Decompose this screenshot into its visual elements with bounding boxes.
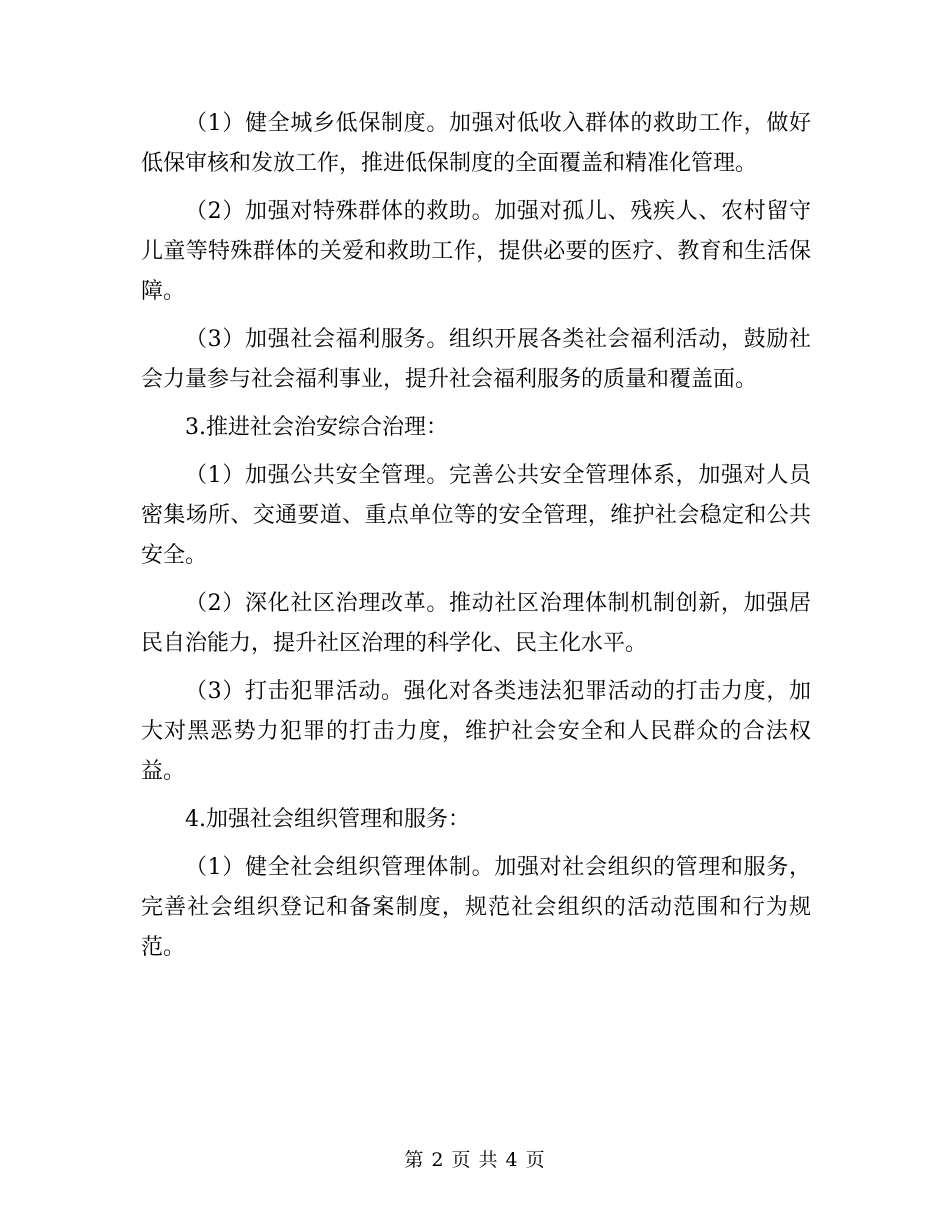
page-number-footer: 第 2 页 共 4 页 bbox=[404, 1149, 546, 1171]
paragraph-community-governance: （2）深化社区治理改革。推动社区治理体制机制创新，加强居民自治能力，提升社区治理的科学化、民主化水平。 bbox=[141, 591, 811, 656]
section-heading-public-security: 3.推进社会治安综合治理： bbox=[185, 415, 448, 440]
paragraph-public-safety-management: （1）加强公共安全管理。完善公共安全管理体系，加强对人员密集场所、交通要道、重点单位等的安全管理，维护社会稳定和公共安全。 bbox=[141, 463, 811, 568]
paragraph-special-groups-aid: （2）加强对特殊群体的救助。加强对孤儿、残疾人、农村留守儿童等特殊群体的关爱和救助工作，提供必要的医疗、教育和生活保障。 bbox=[141, 199, 811, 304]
paragraph-low-income-security: （1）健全城乡低保制度。加强对低收入群体的救助工作，做好低保审核和发放工作，推进低保制度的全面覆盖和精准化管理。 bbox=[141, 111, 811, 176]
section-heading-social-organizations: 4.加强社会组织管理和服务： bbox=[185, 807, 470, 832]
document-body bbox=[141, 104, 811, 976]
paragraph-social-org-management: （1）健全社会组织管理体制。加强对社会组织的管理和服务，完善社会组织登记和备案制度，规范社会组织的活动范围和行为规范。 bbox=[141, 855, 811, 960]
paragraph-crime-crackdown: （3）打击犯罪活动。强化对各类违法犯罪活动的打击力度，加大对黑恶势力犯罪的打击力度，维护社会安全和人民群众的合法权益。 bbox=[141, 679, 811, 784]
paragraph-social-welfare-services: （3）加强社会福利服务。组织开展各类社会福利活动，鼓励社会力量参与社会福利事业，提升社会福利服务的质量和覆盖面。 bbox=[141, 327, 811, 392]
